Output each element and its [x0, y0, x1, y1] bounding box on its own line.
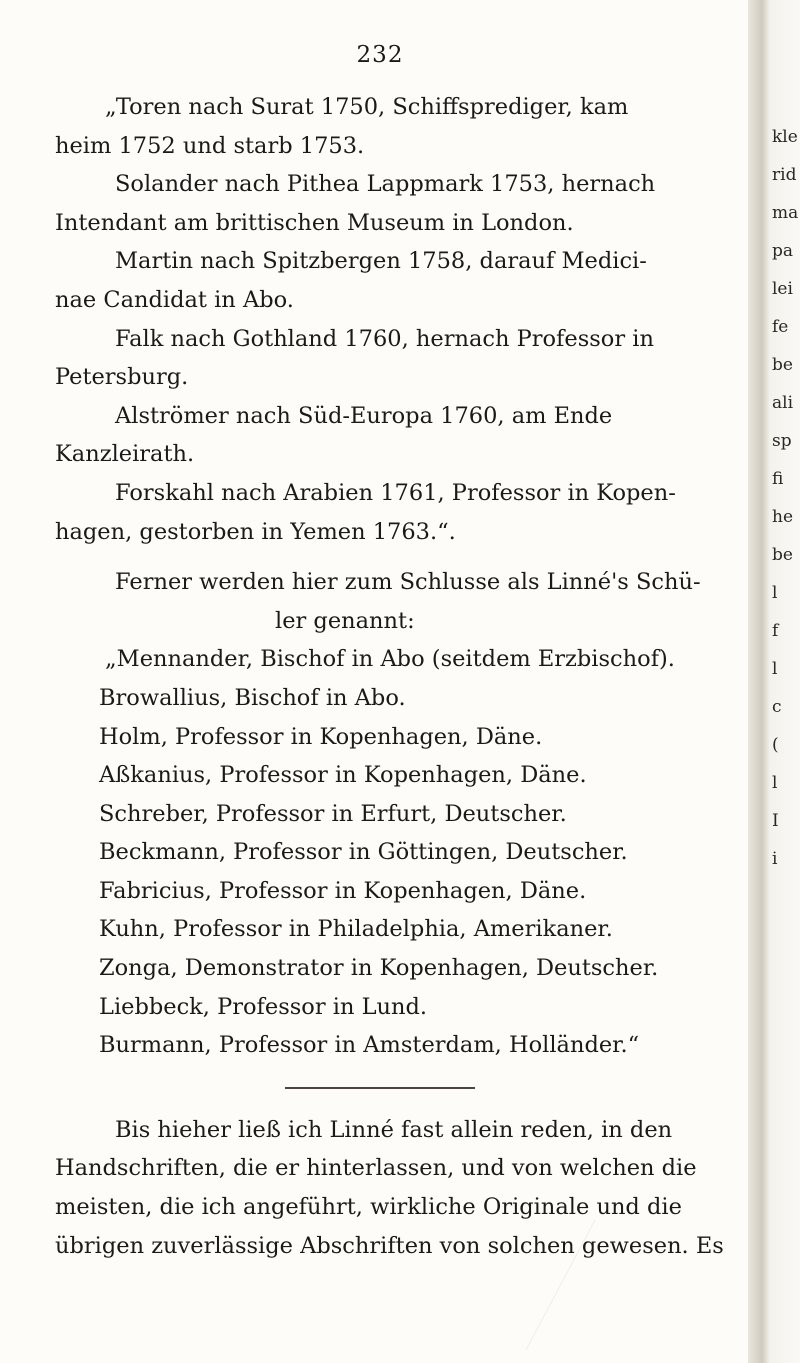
text-line: Solander nach Pithea Lappmark 1753, hernach — [115, 171, 656, 198]
text-line: Ferner werden hier zum Schlusse als Linné's Schü- — [115, 569, 701, 596]
page-body — [55, 88, 755, 1265]
text-line: Liebbeck, Professor in Lund. — [99, 993, 428, 1020]
text-line: nae Candidat in Abo. — [55, 286, 294, 313]
text-line: Kuhn, Professor in Philadelphia, Amerikaner. — [99, 916, 613, 943]
text-line: Petersburg. — [55, 364, 189, 391]
margin-letter: ( — [772, 735, 779, 755]
text-line: Martin nach Spitzbergen 1758, darauf Medici- — [115, 248, 647, 275]
text-line: Alströmer nach Süd-Europa 1760, am Ende — [115, 402, 613, 429]
text-line: Forskahl nach Arabien 1761, Professor in Kopen- — [115, 479, 676, 506]
text-line: „Mennander, Bischof in Abo (seitdem Erzbischof). — [105, 646, 675, 673]
text-line: Zonga, Demonstrator in Kopenhagen, Deutscher. — [99, 955, 659, 982]
text-line: Handschriften, die er hinterlassen, und von welchen die — [55, 1155, 697, 1182]
text-line: übrigen zuverlässige Abschriften von solchen gewesen. Es — [55, 1232, 724, 1259]
section-divider — [55, 1065, 755, 1111]
text-line: Intendant am brittischen Museum in London. — [55, 209, 574, 236]
margin-letter: be — [772, 545, 793, 565]
text-line: hagen, gestorben in Yemen 1763.“. — [55, 518, 456, 545]
facing-page-edge — [748, 0, 800, 1363]
page-number: 232 — [356, 42, 404, 68]
margin-letter: I — [772, 811, 779, 831]
text-line: Schreber, Professor in Erfurt, Deutscher. — [99, 800, 567, 827]
margin-letter: kle — [772, 127, 798, 147]
text-line: Bis hieher ließ ich Linné fast allein reden, in den — [115, 1116, 673, 1143]
margin-letter: l — [772, 773, 778, 793]
margin-letter: rid — [772, 165, 797, 185]
margin-letter: f — [772, 621, 779, 641]
margin-letter: i — [772, 849, 778, 869]
text-line: Browallius, Bischof in Abo. — [99, 684, 406, 711]
margin-letter: he — [772, 507, 794, 527]
margin-letters — [772, 118, 800, 878]
margin-letter: fe — [772, 317, 789, 337]
text-line: Holm, Professor in Kopenhagen, Däne. — [99, 723, 543, 750]
margin-letter: ma — [772, 203, 799, 223]
margin-letter: l — [772, 583, 778, 603]
text-line: Burmann, Professor in Amsterdam, Holländer.“ — [99, 1032, 640, 1059]
margin-letter: fi — [772, 469, 784, 489]
text-line: ler genannt: — [275, 607, 415, 634]
margin-letter: be — [772, 355, 793, 375]
text-line: Fabricius, Professor in Kopenhagen, Däne. — [99, 877, 587, 904]
margin-letter: c — [772, 697, 782, 717]
text-line: Kanzleirath. — [55, 441, 195, 468]
text-line: „Toren nach Surat 1750, Schiffsprediger, kam — [105, 94, 629, 120]
paragraph-gap — [55, 551, 755, 563]
margin-letter: sp — [772, 431, 792, 451]
divider-rule — [285, 1087, 475, 1089]
margin-letter: lei — [772, 279, 793, 299]
text-line: heim 1752 und starb 1753. — [55, 132, 365, 159]
margin-letter: pa — [772, 241, 794, 261]
margin-letter: ali — [772, 393, 794, 413]
text-line: meisten, die ich angeführt, wirkliche Originale und die — [55, 1194, 682, 1221]
margin-letter: l — [772, 659, 778, 679]
text-line: Beckmann, Professor in Göttingen, Deutscher. — [99, 839, 628, 866]
text-line: Aßkanius, Professor in Kopenhagen, Däne. — [99, 762, 587, 789]
text-line: Falk nach Gothland 1760, hernach Professor in — [115, 325, 654, 352]
